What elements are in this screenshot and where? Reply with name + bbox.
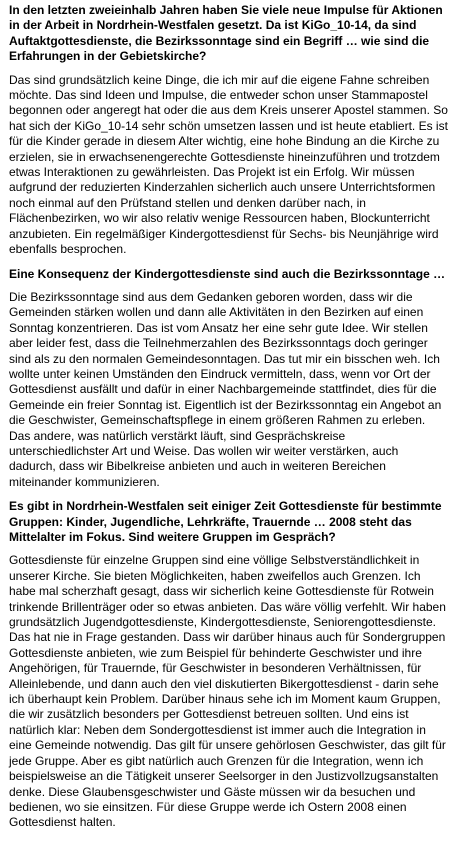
question-2: Eine Konsequenz der Kindergottesdienste sind auch die Bezirkssonntage …: [9, 266, 446, 281]
question-1: In den letzten zweieinhalb Jahren haben Sie viele neue Impulse für Aktionen in der Arbeit in Nordrhein-Westfalen gesetzt. Da ist KiGo_10-14, da sind Auftaktgottesdienste, die Bezirkssonntage sind ein Begriff … wie sind die Erfahrungen in der Gebietskirche?: [9, 3, 443, 64]
answer-3: Gottesdienste für einzelne Gruppen sind eine völlige Selbstverständlichkeit in unserer Kirche. Sie bieten Möglichkeiten, haben zweifellos auch Grenzen. Ich habe mal scherzhaft gesagt, dass wir sicherlich keine Gottesdienste für Rotwein trinkende Brillenträger oder so etwas anbieten. Das wäre völlig verfehlt. Wir haben grundsätzlich Jugendgottesdienste, Kindergottesdienste, Seniorengottesdienste. Das hat nie in Frage gestanden. Dass wir darüber hinaus auch für Sondergruppen Gottesdienste anbieten, wie zum Beispiel für behinderte Geschwister und ihre Angehörigen, für Trauernde, für Geschwister in besonderen Verhältnissen, für Alleinlebende, und dann auch den viel diskutierten Bikergottesdienst - darin sehe ich überhaupt kein Problem. Darüber hinaus sehe ich im Moment kaum Gruppen, die wir zusätzlich besonders per Gottesdienst betreuen sollten. Und eins ist natürlich klar: Neben dem Sondergottesdienst ist immer auch die Integration in eine Gemeinde notwendig. Das gilt für unsere gehörlosen Geschwister, das gilt für jede Gruppe. Aber es gibt natürlich auch Grenzen für die Integration, wenn ich beispielsweise an die Tätigkeit unserer Seelsorger in den Justizvollzugsanstalten denke. Diese Glaubensgeschwister und Gäste müssen wir da besuchen und bedienen, wo sie einsitzen. Für diese Gruppe werde ich Ostern 2008 einen Gottesdienst halten.: [9, 553, 446, 830]
answer-2: Die Bezirkssonntage sind aus dem Gedanken geboren worden, dass wir die Gemeinden stärken wollen und dann alle Aktivitäten in den Bezirken auf einen Sonntag konzentrieren. Das ist vom Ansatz her eine sehr gute Idee. Wir stellen aber leider fest, dass die Teilnehmerzahlen des Bezirkssonntags doch geringer sind als zu den normalen Gemeindesonntagen. Das tut mir ein bisschen weh. Ich wollte unter keinen Umständen den Eindruck vermitteln, dass, wenn vor Ort der Gottesdienst ausfällt und dafür in einer Nachbargemeinde stattfindet, dies für die Gemeinde ein freier Sonntag ist. Eigentlich ist der Bezirkssonntag ein Angebot an die Geschwister, Gemeinschaftspflege in einem größeren Rahmen zu erleben. Das andere, was natürlich verstärkt läuft, sind Gesprächskreise unterschiedlichster Art und Weise. Das wollen wir weiter verstärken, auch dadurch, dass wir Bibelkreise anbieten und auch in weiteren Bereichen miteinander kommunizieren.: [9, 289, 442, 489]
question-3: Es gibt in Nordrhein-Westfalen seit einiger Zeit Gottesdienste für bestimmte Gruppen: Kinder, Jugendliche, Lehrkräfte, Trauernde … 2008 steht das Mittelalter im Fokus. Sind weitere Gruppen im Gespräch?: [9, 499, 442, 544]
answer-1: Das sind grundsätzlich keine Dinge, die ich mir auf die eigene Fahne schreiben möchte. Das sind Ideen und Impulse, die entweder schon unser Stammapostel begonnen oder angeregt hat oder die aus dem Kreis unserer Apostel stammen. So hat sich der KiGo_10-14 sehr schön umsetzen lassen und ist heute etabliert. Es ist für die Kinder gerade in diesem Alter wichtig, eine hohe Bindung an die Kirche zu erzielen, sie in erwachsenengerechte Gottesdienste hineinzuführen und trotzdem etwas Interaktionen zu gewährleisten. Das Projekt ist ein Erfolg. Wir müssen aufgrund der reduzierten Kinderzahlen sicherlich auch unsere Unterrichtsformen noch einmal auf den Prüfstand stellen und denken darüber nach, in Flächenbezirken, wo wir also relativ wenige Ressourcen haben, Blockunterricht anzubieten. Ein regelmäßiger Kindergottesdienst für Sechs- bis Neunjährige wird ebenfalls besprochen.: [9, 72, 448, 257]
